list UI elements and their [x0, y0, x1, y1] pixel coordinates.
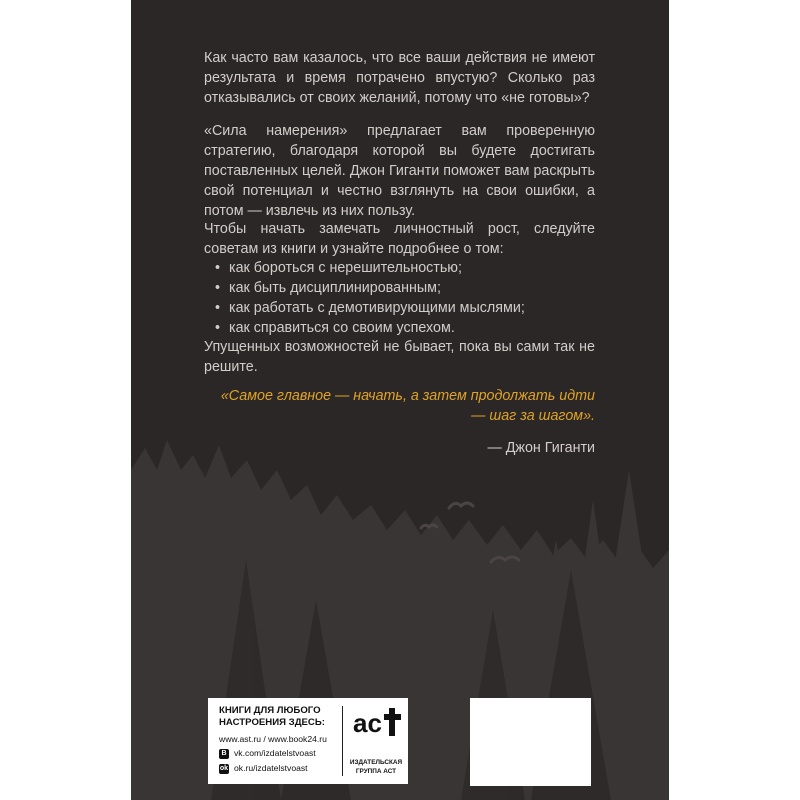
ast-logo	[351, 702, 405, 742]
barcode-area	[470, 698, 591, 786]
bird-1	[449, 503, 473, 508]
publisher-line-2: ГРУППА АСТ	[355, 768, 397, 775]
info-title	[219, 705, 325, 729]
paragraph-4	[204, 337, 595, 377]
vk-link[interactable]: vk.com/izdatelstvoast	[234, 748, 316, 758]
bullet-mark: •	[215, 300, 221, 316]
paragraph-4-text: Упущенных возможностей не бывает, пока вы сами так не решите.	[204, 339, 595, 375]
svg-text:ac: ac	[353, 708, 382, 738]
list-item-text: как бороться с нерешительностью;	[229, 260, 463, 276]
publisher-info-box	[208, 698, 408, 784]
paragraph-1	[204, 48, 595, 108]
book-back-cover	[131, 0, 669, 800]
paragraph-2	[204, 121, 595, 221]
bullet-mark: •	[215, 280, 221, 296]
list-item-text: как работать с демотивирующими мыслями;	[229, 300, 525, 316]
list-item-text: как быть дисциплинированным;	[229, 280, 441, 296]
list-item	[215, 318, 595, 338]
list-item-text: как справиться со своим успехом.	[229, 320, 455, 336]
websites-link[interactable]: www.ast.ru / www.book24.ru	[219, 734, 327, 744]
paragraph-2-text: «Сила намерения» предлагает вам проверенную стратегию, благодаря которой вы будете достигать поставленных целей. Джон Гиганти поможет вам раскрыть свой потенциал и честно взглянуть на свои ошибки, а потом — извлечь из них пользу.	[204, 123, 595, 219]
list-item	[215, 298, 595, 318]
bullet-list	[215, 258, 595, 338]
paragraph-3-text: Чтобы начать замечать личностный рост, следуйте советам из книги и узнайте подробнее о том:	[204, 221, 595, 257]
info-title-line-1: КНИГИ ДЛЯ ЛЮБОГО	[219, 705, 321, 716]
ok-icon: ok	[219, 765, 229, 772]
ok-link[interactable]: ok.ru/izdatelstvoast	[234, 763, 308, 773]
publisher-name	[344, 758, 408, 776]
quote-author: — Джон Гиганти	[487, 440, 595, 456]
publisher-line-1: ИЗДАТЕЛЬСКАЯ	[349, 759, 403, 766]
bullet-mark: •	[215, 320, 221, 336]
paragraph-1-text: Как часто вам казалось, что все ваши действия не имеют результата и время потрачено впустую? Сколько раз отказывались от своих желаний, потому что «не готовы»?	[204, 50, 595, 106]
quote: «Самое главное — начать, а затем продолжать идти — шаг за шагом».	[220, 388, 595, 424]
bullet-mark: •	[215, 260, 221, 276]
divider	[342, 706, 343, 776]
list-item	[215, 278, 595, 298]
list-item	[215, 258, 595, 278]
info-title-line-2: НАСТРОЕНИЯ ЗДЕСЬ:	[219, 717, 325, 728]
paragraph-3	[204, 219, 595, 259]
vk-icon: B	[219, 749, 229, 759]
